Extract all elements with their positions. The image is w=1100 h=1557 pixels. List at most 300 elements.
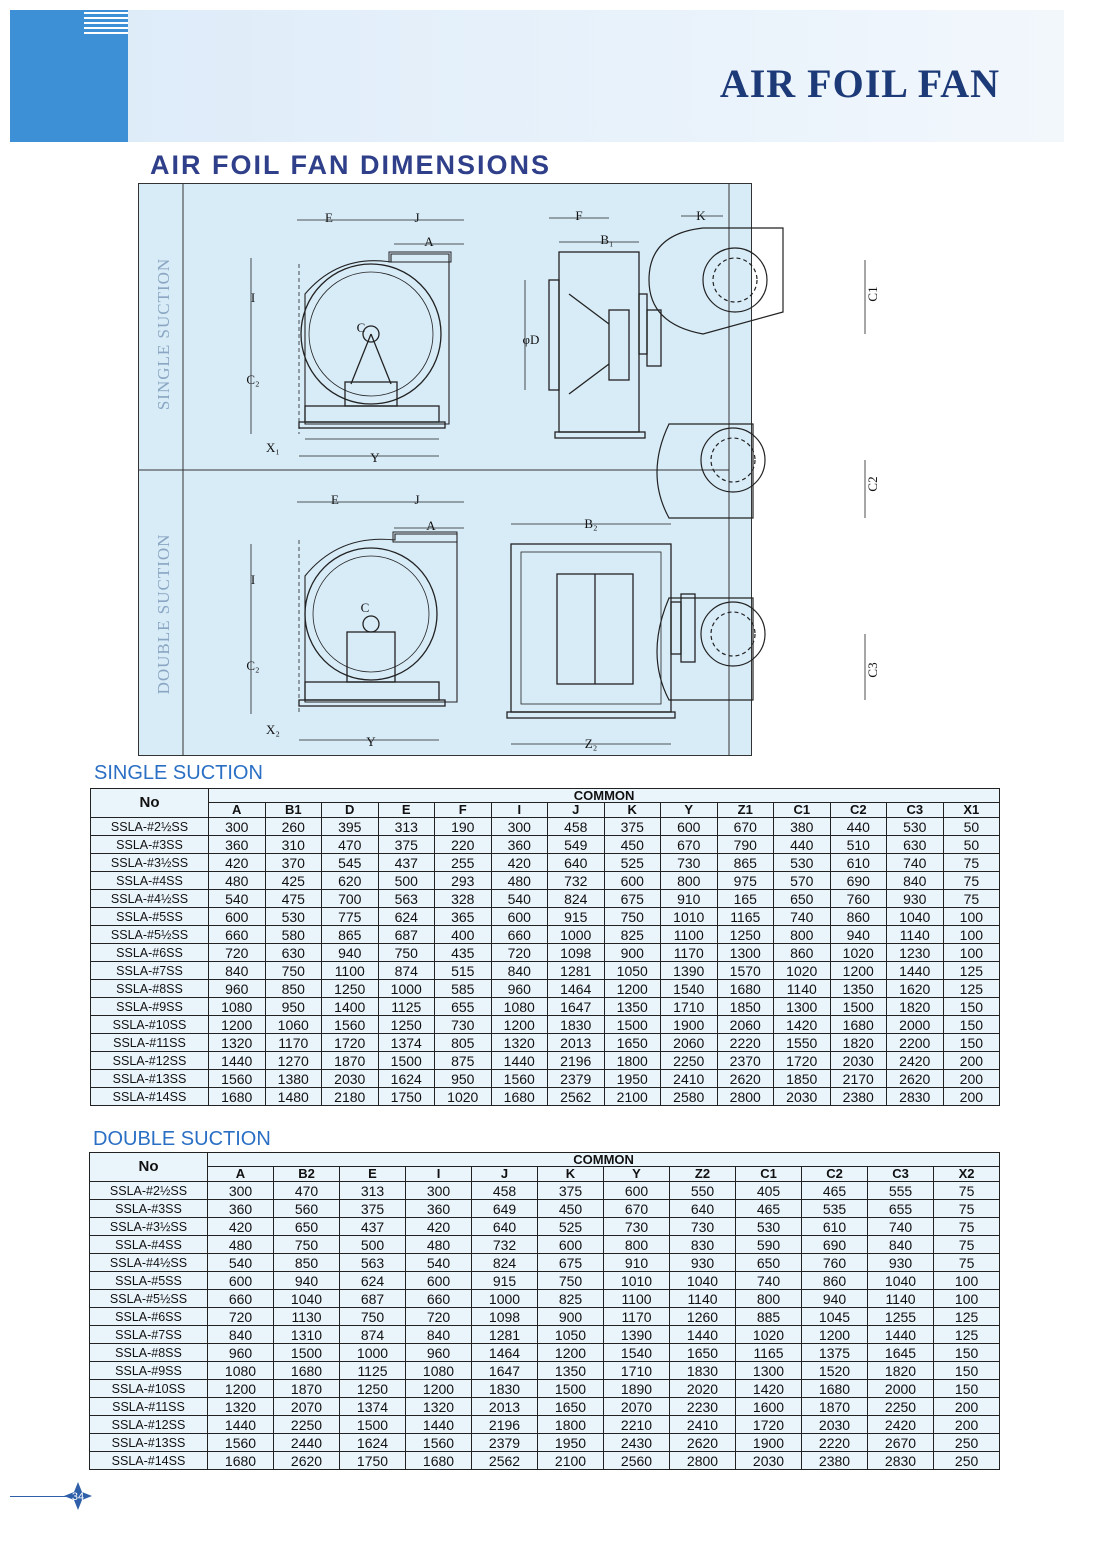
value-cell: 750 xyxy=(274,1236,340,1254)
model-cell: SSLA-#4½SS xyxy=(90,1254,208,1272)
value-cell: 2013 xyxy=(472,1398,538,1416)
value-cell: 1000 xyxy=(340,1344,406,1362)
column-header: A xyxy=(209,803,266,818)
value-cell: 100 xyxy=(934,1272,1000,1290)
value-cell: 313 xyxy=(378,818,435,836)
value-cell: 480 xyxy=(406,1236,472,1254)
value-cell: 655 xyxy=(435,998,492,1016)
value-cell: 470 xyxy=(322,836,379,854)
column-header: F xyxy=(435,803,492,818)
value-cell: 540 xyxy=(209,890,266,908)
value-cell: 1400 xyxy=(322,998,379,1016)
value-cell: 125 xyxy=(943,962,1000,980)
value-cell: 360 xyxy=(491,836,548,854)
value-cell: 250 xyxy=(934,1452,1000,1470)
column-header: C2 xyxy=(802,1167,868,1182)
column-header: K xyxy=(538,1167,604,1182)
model-cell: SSLA-#7SS xyxy=(90,1326,208,1344)
dim-label-d: φD xyxy=(522,332,540,347)
value-cell: 2420 xyxy=(887,1052,944,1070)
value-cell: 940 xyxy=(322,944,379,962)
value-cell: 475 xyxy=(265,890,322,908)
value-cell: 1500 xyxy=(340,1416,406,1434)
value-cell: 165 xyxy=(717,890,774,908)
value-cell: 1750 xyxy=(378,1088,435,1106)
value-cell: 75 xyxy=(934,1218,1000,1236)
value-cell: 960 xyxy=(208,1344,274,1362)
dim-label-k: K xyxy=(696,208,706,223)
value-cell: 1624 xyxy=(378,1070,435,1088)
value-cell: 690 xyxy=(802,1236,868,1254)
value-cell: 874 xyxy=(378,962,435,980)
value-cell: 950 xyxy=(265,998,322,1016)
value-cell: 1380 xyxy=(265,1070,322,1088)
value-cell: 450 xyxy=(604,836,661,854)
value-cell: 2030 xyxy=(322,1070,379,1088)
value-cell: 2379 xyxy=(548,1070,605,1088)
value-cell: 1830 xyxy=(472,1380,538,1398)
value-cell: 1620 xyxy=(887,980,944,998)
value-cell: 805 xyxy=(435,1034,492,1052)
value-cell: 125 xyxy=(934,1326,1000,1344)
value-cell: 2410 xyxy=(661,1070,718,1088)
double-suction-heading: DOUBLE SUCTION xyxy=(93,1128,271,1150)
value-cell: 75 xyxy=(934,1200,1000,1218)
value-cell: 1870 xyxy=(322,1052,379,1070)
value-cell: 670 xyxy=(604,1200,670,1218)
value-cell: 365 xyxy=(435,908,492,926)
value-cell: 150 xyxy=(943,998,1000,1016)
model-cell: SSLA-#14SS xyxy=(90,1452,208,1470)
value-cell: 1560 xyxy=(406,1434,472,1452)
value-cell: 640 xyxy=(472,1218,538,1236)
value-cell: 1680 xyxy=(209,1088,266,1106)
value-cell: 1080 xyxy=(491,998,548,1016)
value-cell: 1000 xyxy=(472,1290,538,1308)
value-cell: 580 xyxy=(265,926,322,944)
value-cell: 1570 xyxy=(717,962,774,980)
value-cell: 1374 xyxy=(378,1034,435,1052)
value-cell: 2030 xyxy=(830,1052,887,1070)
value-cell: 2196 xyxy=(472,1416,538,1434)
value-cell: 1464 xyxy=(472,1344,538,1362)
value-cell: 1600 xyxy=(736,1398,802,1416)
value-cell: 1440 xyxy=(209,1052,266,1070)
value-cell: 1300 xyxy=(774,998,831,1016)
value-cell: 510 xyxy=(830,836,887,854)
value-cell: 2230 xyxy=(670,1398,736,1416)
value-cell: 375 xyxy=(604,818,661,836)
table-row xyxy=(90,1452,1000,1470)
model-cell: SSLA-#5SS xyxy=(91,908,209,926)
value-cell: 458 xyxy=(548,818,605,836)
value-cell: 2030 xyxy=(774,1088,831,1106)
value-cell: 480 xyxy=(491,872,548,890)
value-cell: 1890 xyxy=(604,1380,670,1398)
value-cell: 740 xyxy=(736,1272,802,1290)
value-cell: 1540 xyxy=(661,980,718,998)
value-cell: 610 xyxy=(830,854,887,872)
value-cell: 2562 xyxy=(472,1452,538,1470)
value-cell: 760 xyxy=(830,890,887,908)
value-cell: 1050 xyxy=(538,1326,604,1344)
value-cell: 435 xyxy=(435,944,492,962)
value-cell: 2620 xyxy=(887,1070,944,1088)
value-cell: 1050 xyxy=(604,962,661,980)
model-cell: SSLA-#3SS xyxy=(91,836,209,854)
value-cell: 860 xyxy=(774,944,831,962)
value-cell: 1350 xyxy=(538,1362,604,1380)
value-cell: 530 xyxy=(265,908,322,926)
table-row xyxy=(90,1236,1000,1254)
table-row xyxy=(91,1070,1000,1088)
value-cell: 150 xyxy=(934,1380,1000,1398)
table-row xyxy=(90,1380,1000,1398)
model-cell: SSLA-#7SS xyxy=(91,962,209,980)
value-cell: 100 xyxy=(934,1290,1000,1308)
common-header: COMMON xyxy=(208,1153,1000,1167)
value-cell: 840 xyxy=(208,1326,274,1344)
value-cell: 1560 xyxy=(208,1434,274,1452)
value-cell: 100 xyxy=(943,926,1000,944)
value-cell: 260 xyxy=(265,818,322,836)
value-cell: 1200 xyxy=(802,1326,868,1344)
dim-label-c2-right: C2 xyxy=(865,476,880,492)
value-cell: 660 xyxy=(208,1290,274,1308)
value-cell: 760 xyxy=(802,1254,868,1272)
value-cell: 1250 xyxy=(322,980,379,998)
value-cell: 2560 xyxy=(604,1452,670,1470)
value-cell: 1830 xyxy=(670,1362,736,1380)
value-cell: 2580 xyxy=(661,1088,718,1106)
dim-label-y-double: Y xyxy=(366,734,376,749)
value-cell: 800 xyxy=(604,1236,670,1254)
value-cell: 624 xyxy=(378,908,435,926)
value-cell: 1060 xyxy=(265,1016,322,1034)
value-cell: 2060 xyxy=(661,1034,718,1052)
value-cell: 650 xyxy=(274,1218,340,1236)
value-cell: 824 xyxy=(548,890,605,908)
value-cell: 1230 xyxy=(887,944,944,962)
value-cell: 2070 xyxy=(274,1398,340,1416)
value-cell: 2830 xyxy=(868,1452,934,1470)
value-cell: 590 xyxy=(736,1236,802,1254)
value-cell: 2380 xyxy=(830,1088,887,1106)
value-cell: 563 xyxy=(378,890,435,908)
value-cell: 470 xyxy=(274,1182,340,1200)
value-cell: 370 xyxy=(265,854,322,872)
value-cell: 900 xyxy=(538,1308,604,1326)
value-cell: 200 xyxy=(943,1088,1000,1106)
value-cell: 2020 xyxy=(670,1380,736,1398)
value-cell: 1420 xyxy=(774,1016,831,1034)
value-cell: 750 xyxy=(604,908,661,926)
single-suction-table xyxy=(90,788,1000,1106)
value-cell: 200 xyxy=(934,1416,1000,1434)
double-suction-table xyxy=(89,1152,1000,1470)
value-cell: 125 xyxy=(943,980,1000,998)
dim-label-c2: C₂ xyxy=(246,372,260,387)
value-cell: 1130 xyxy=(274,1308,340,1326)
value-cell: 650 xyxy=(774,890,831,908)
value-cell: 610 xyxy=(802,1218,868,1236)
value-cell: 2830 xyxy=(887,1088,944,1106)
table-row xyxy=(91,890,1000,908)
value-cell: 2379 xyxy=(472,1434,538,1452)
dim-label-x2: X₂ xyxy=(266,722,280,737)
discharge-views xyxy=(649,228,783,700)
value-cell: 100 xyxy=(943,944,1000,962)
model-cell: SSLA-#12SS xyxy=(90,1416,208,1434)
common-header: COMMON xyxy=(209,789,1000,803)
value-cell: 1200 xyxy=(604,980,661,998)
column-header: J xyxy=(548,803,605,818)
model-cell: SSLA-#14SS xyxy=(91,1088,209,1106)
value-cell: 860 xyxy=(802,1272,868,1290)
dim-label-a: A xyxy=(424,234,434,249)
value-cell: 310 xyxy=(265,836,322,854)
value-cell: 50 xyxy=(943,818,1000,836)
value-cell: 420 xyxy=(208,1218,274,1236)
value-cell: 850 xyxy=(265,980,322,998)
value-cell: 800 xyxy=(736,1290,802,1308)
value-cell: 1550 xyxy=(774,1034,831,1052)
value-cell: 640 xyxy=(670,1200,736,1218)
model-cell: SSLA-#3½SS xyxy=(90,1218,208,1236)
value-cell: 840 xyxy=(209,962,266,980)
value-cell: 975 xyxy=(717,872,774,890)
value-cell: 2440 xyxy=(274,1434,340,1452)
value-cell: 730 xyxy=(604,1218,670,1236)
value-cell: 1200 xyxy=(830,962,887,980)
value-cell: 600 xyxy=(491,908,548,926)
value-cell: 250 xyxy=(934,1434,1000,1452)
model-cell: SSLA-#13SS xyxy=(91,1070,209,1088)
column-header: C3 xyxy=(887,803,944,818)
column-header: Z2 xyxy=(670,1167,736,1182)
table-row xyxy=(90,1308,1000,1326)
value-cell: 1680 xyxy=(802,1380,868,1398)
dim-label-e: E xyxy=(325,210,333,225)
value-cell: 2000 xyxy=(887,1016,944,1034)
value-cell: 1645 xyxy=(868,1344,934,1362)
value-cell: 500 xyxy=(340,1236,406,1254)
value-cell: 1647 xyxy=(548,998,605,1016)
value-cell: 515 xyxy=(435,962,492,980)
value-cell: 940 xyxy=(274,1272,340,1290)
value-cell: 1300 xyxy=(717,944,774,962)
double-front-view xyxy=(507,544,695,718)
value-cell: 1200 xyxy=(406,1380,472,1398)
value-cell: 840 xyxy=(887,872,944,890)
column-header: K xyxy=(604,803,661,818)
value-cell: 600 xyxy=(208,1272,274,1290)
value-cell: 670 xyxy=(717,818,774,836)
value-cell: 1720 xyxy=(322,1034,379,1052)
column-header: Y xyxy=(604,1167,670,1182)
value-cell: 740 xyxy=(774,908,831,926)
value-cell: 1720 xyxy=(736,1416,802,1434)
value-cell: 2170 xyxy=(830,1070,887,1088)
dim-label-y: Y xyxy=(370,450,380,465)
value-cell: 530 xyxy=(887,818,944,836)
value-cell: 1500 xyxy=(830,998,887,1016)
value-cell: 700 xyxy=(322,890,379,908)
value-cell: 850 xyxy=(274,1254,340,1272)
value-cell: 1040 xyxy=(887,908,944,926)
page-title: AIR FOIL FAN xyxy=(719,61,1000,106)
table-row xyxy=(90,1200,1000,1218)
model-cell: SSLA-#10SS xyxy=(90,1380,208,1398)
value-cell: 940 xyxy=(830,926,887,944)
value-cell: 830 xyxy=(670,1236,736,1254)
value-cell: 2410 xyxy=(670,1416,736,1434)
value-cell: 1140 xyxy=(670,1290,736,1308)
value-cell: 800 xyxy=(661,872,718,890)
value-cell: 540 xyxy=(208,1254,274,1272)
value-cell: 2430 xyxy=(604,1434,670,1452)
value-cell: 660 xyxy=(209,926,266,944)
value-cell: 1950 xyxy=(604,1070,661,1088)
value-cell: 1680 xyxy=(208,1452,274,1470)
value-cell: 420 xyxy=(209,854,266,872)
model-cell: SSLA-#10SS xyxy=(91,1016,209,1034)
model-cell: SSLA-#5SS xyxy=(90,1272,208,1290)
value-cell: 1820 xyxy=(830,1034,887,1052)
model-cell: SSLA-#11SS xyxy=(91,1034,209,1052)
value-cell: 1680 xyxy=(274,1362,340,1380)
value-cell: 865 xyxy=(717,854,774,872)
value-cell: 1440 xyxy=(491,1052,548,1070)
value-cell: 1440 xyxy=(887,962,944,980)
value-cell: 875 xyxy=(435,1052,492,1070)
dim-label-x1: X₁ xyxy=(266,440,280,455)
value-cell: 150 xyxy=(943,1016,1000,1034)
value-cell: 1440 xyxy=(670,1326,736,1344)
value-cell: 2060 xyxy=(717,1016,774,1034)
value-cell: 465 xyxy=(802,1182,868,1200)
value-cell: 910 xyxy=(604,1254,670,1272)
column-header: E xyxy=(378,803,435,818)
model-cell: SSLA-#4½SS xyxy=(91,890,209,908)
value-cell: 1650 xyxy=(538,1398,604,1416)
value-cell: 1374 xyxy=(340,1398,406,1416)
value-cell: 450 xyxy=(538,1200,604,1218)
value-cell: 1300 xyxy=(736,1362,802,1380)
value-cell: 360 xyxy=(208,1200,274,1218)
dim-label-c2-double: C₂ xyxy=(246,658,260,673)
value-cell: 1320 xyxy=(209,1034,266,1052)
dim-label-c-double: C xyxy=(360,600,370,615)
no-header: No xyxy=(91,789,209,818)
value-cell: 1200 xyxy=(208,1380,274,1398)
model-cell: SSLA-#9SS xyxy=(91,998,209,1016)
value-cell: 1420 xyxy=(736,1380,802,1398)
value-cell: 2070 xyxy=(604,1398,670,1416)
model-cell: SSLA-#4SS xyxy=(91,872,209,890)
value-cell: 150 xyxy=(934,1362,1000,1380)
value-cell: 1710 xyxy=(661,998,718,1016)
value-cell: 1680 xyxy=(717,980,774,998)
value-cell: 1170 xyxy=(265,1034,322,1052)
value-cell: 740 xyxy=(868,1218,934,1236)
value-cell: 2210 xyxy=(604,1416,670,1434)
value-cell: 750 xyxy=(340,1308,406,1326)
value-cell: 1820 xyxy=(868,1362,934,1380)
column-header: C1 xyxy=(774,803,831,818)
table-row xyxy=(90,1416,1000,1434)
value-cell: 885 xyxy=(736,1308,802,1326)
dim-label-j-double: J xyxy=(414,492,420,507)
value-cell: 380 xyxy=(774,818,831,836)
value-cell: 840 xyxy=(491,962,548,980)
model-cell: SSLA-#13SS xyxy=(90,1434,208,1452)
value-cell: 2620 xyxy=(717,1070,774,1088)
value-cell: 2200 xyxy=(887,1034,944,1052)
value-cell: 1100 xyxy=(661,926,718,944)
value-cell: 75 xyxy=(943,872,1000,890)
value-cell: 1250 xyxy=(340,1380,406,1398)
value-cell: 1281 xyxy=(548,962,605,980)
dim-label-b1: B₁ xyxy=(600,232,614,247)
model-cell: SSLA-#2½SS xyxy=(90,1182,208,1200)
value-cell: 1440 xyxy=(406,1416,472,1434)
dim-label-j: J xyxy=(414,210,420,225)
value-cell: 300 xyxy=(406,1182,472,1200)
value-cell: 437 xyxy=(378,854,435,872)
value-cell: 1500 xyxy=(538,1380,604,1398)
value-cell: 1680 xyxy=(406,1452,472,1470)
value-cell: 750 xyxy=(538,1272,604,1290)
column-header: D xyxy=(322,803,379,818)
table-row xyxy=(90,1254,1000,1272)
value-cell: 465 xyxy=(736,1200,802,1218)
value-cell: 1020 xyxy=(435,1088,492,1106)
value-cell: 535 xyxy=(802,1200,868,1218)
value-cell: 480 xyxy=(209,872,266,890)
column-header: E xyxy=(340,1167,406,1182)
value-cell: 1100 xyxy=(604,1290,670,1308)
table-row xyxy=(90,1182,1000,1200)
value-cell: 313 xyxy=(340,1182,406,1200)
value-cell: 400 xyxy=(435,926,492,944)
value-cell: 1540 xyxy=(604,1344,670,1362)
value-cell: 950 xyxy=(435,1070,492,1088)
value-cell: 1464 xyxy=(548,980,605,998)
model-cell: SSLA-#5½SS xyxy=(90,1290,208,1308)
value-cell: 1624 xyxy=(340,1434,406,1452)
page-number-badge xyxy=(64,1482,92,1510)
value-cell: 420 xyxy=(491,854,548,872)
value-cell: 1040 xyxy=(274,1290,340,1308)
value-cell: 1390 xyxy=(604,1326,670,1344)
single-side-view xyxy=(299,252,451,439)
value-cell: 1750 xyxy=(340,1452,406,1470)
value-cell: 825 xyxy=(538,1290,604,1308)
dim-label-z2: Z₂ xyxy=(584,736,598,751)
dimension-diagram xyxy=(138,183,880,756)
column-header: C2 xyxy=(830,803,887,818)
panel-label-single: SINGLE SUCTION xyxy=(154,257,173,411)
value-cell: 220 xyxy=(435,836,492,854)
value-cell: 549 xyxy=(548,836,605,854)
value-cell: 1020 xyxy=(736,1326,802,1344)
value-cell: 1900 xyxy=(661,1016,718,1034)
dim-label-c: C xyxy=(356,320,366,335)
dim-label-a-double: A xyxy=(426,518,436,533)
value-cell: 730 xyxy=(670,1218,736,1236)
value-cell: 1650 xyxy=(670,1344,736,1362)
